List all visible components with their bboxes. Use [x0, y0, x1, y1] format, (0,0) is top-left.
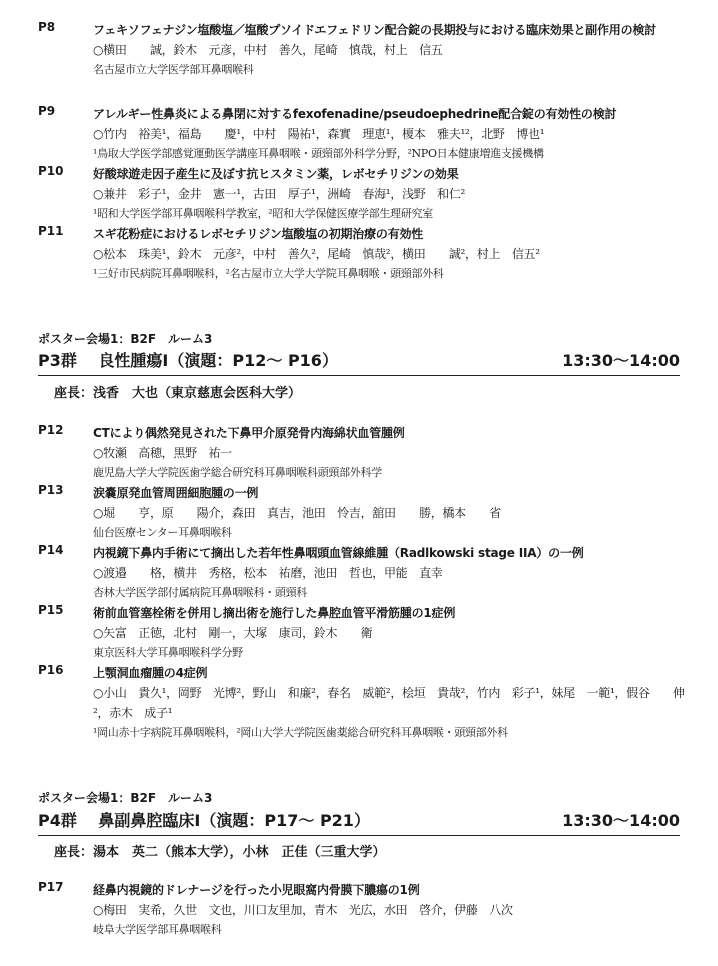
- poster-affiliation: 仙台医療センター耳鼻咽喉科: [93, 526, 232, 539]
- poster-id: P10: [38, 164, 64, 178]
- section-venue: ポスター会場1：B2F ルーム3: [38, 791, 213, 805]
- poster-id: P9: [38, 104, 56, 118]
- poster-entry-p14: [38, 543, 698, 603]
- poster-authors: ○兼井 彩子¹，金井 憲一¹，古田 厚子¹，洲崎 春海¹，浅野 和仁²: [93, 187, 466, 201]
- poster-affiliation: ¹鳥取大学医学部感覚運動医学講座耳鼻咽喉・頭頸部外科学分野，²NPO日本健康増進支援機構: [93, 147, 544, 160]
- poster-authors: ○竹内 裕美¹，福島 慶¹，中村 陽祐¹，森實 理恵¹，榎本 雅夫¹²，北野 博也¹: [93, 127, 545, 141]
- section-venue: ポスター会場1：B2F ルーム3: [38, 332, 213, 346]
- poster-entry-p11: [38, 224, 698, 284]
- poster-title: アレルギー性鼻炎による鼻閉に対するfexofenadine/pseudoephedrine配合錠の有効性の検討: [93, 107, 617, 121]
- poster-id: P11: [38, 224, 64, 238]
- poster-authors: ○梅田 実希，久世 文也，川口友里加，青木 光広，水田 啓介，伊藤 八次: [93, 903, 513, 917]
- poster-affiliation: 鹿児島大学大学院医歯学総合研究科耳鼻咽喉科頭頸部外科学: [93, 466, 382, 479]
- poster-id: P13: [38, 483, 64, 497]
- section-time: 13:30〜14:00: [562, 351, 680, 370]
- poster-id: P8: [38, 20, 56, 34]
- section-time: 13:30〜14:00: [562, 811, 680, 830]
- poster-title: CTにより偶然発見された下鼻甲介原発骨内海綿状血管腫例: [93, 426, 405, 440]
- poster-authors: ○牧瀬 高穂，黒野 祐一: [93, 446, 232, 460]
- poster-authors: ○渡邉 格，横井 秀格，松本 祐磨，池田 哲也，甲能 直幸: [93, 566, 443, 580]
- poster-authors: ○横田 誠，鈴木 元彦，中村 善久，尾崎 慎哉，村上 信五: [93, 43, 443, 57]
- poster-id: P14: [38, 543, 64, 557]
- poster-entry-p9: [38, 104, 698, 164]
- poster-entry-p13: [38, 483, 698, 543]
- poster-title: 上顎洞血瘤腫の4症例: [93, 666, 208, 680]
- poster-affiliation: ¹三好市民病院耳鼻咽喉科，²名古屋市立大学大学院耳鼻咽喉・頭頸部外科: [93, 267, 444, 280]
- poster-title: 好酸球遊走因子産生に及ぼす抗ヒスタミン薬，レボセチリジンの効果: [93, 167, 459, 181]
- poster-title: 涙嚢原発血管周囲細胞腫の一例: [93, 486, 259, 500]
- poster-id: P12: [38, 423, 64, 437]
- poster-title: スギ花粉症におけるレボセチリジン塩酸塩の初期治療の有効性: [93, 227, 424, 241]
- poster-affiliation: 東京医科大学耳鼻咽喉科学分野: [93, 646, 243, 659]
- poster-affiliation: 杏林大学医学部付属病院耳鼻咽喉科・頭頸科: [93, 586, 307, 599]
- poster-entry-p12: [38, 423, 698, 483]
- poster-entry-p10: [38, 164, 698, 224]
- section-title: P3群 良性腫瘍Ⅰ（演題：P12〜 P16）: [38, 351, 338, 370]
- poster-authors: ○矢富 正徳，北村 剛一，大塚 康司，鈴木 衛: [93, 626, 373, 640]
- poster-id: P16: [38, 663, 64, 677]
- poster-entry-p15: [38, 603, 698, 663]
- poster-title: フェキソフェナジン塩酸塩／塩酸プソイドエフェドリン配合錠の長期投与における臨床効果と副作用の検討: [93, 23, 656, 37]
- poster-title: 内視鏡下鼻内手術にて摘出した若年性鼻咽頭血管線維腫（Radlkowski stage IIA）の一例: [93, 546, 584, 560]
- section-header: [38, 348, 680, 376]
- poster-affiliation: ¹昭和大学医学部耳鼻咽喉科学教室，²昭和大学保健医療学部生理研究室: [93, 207, 433, 220]
- poster-title: 術前血管塞栓術を併用し摘出術を施行した鼻腔血管平滑筋腫の1症例: [93, 606, 456, 620]
- poster-authors: ○小山 貴久¹，岡野 光博²，野山 和廉²，春名 威範²，桧垣 貴哉²，竹内 彩子¹，妹尾 一範¹，假谷 伸²，赤木 成子¹: [93, 686, 685, 720]
- section-header: [38, 808, 680, 836]
- poster-entry-p16: [38, 663, 698, 743]
- poster-title: 経鼻内視鏡的ドレナージを行った小児眼窩内骨膜下膿瘍の1例: [93, 883, 420, 897]
- section-chair: 座長：浅香 大也（東京慈恵会医科大学）: [54, 386, 302, 401]
- poster-affiliation: ¹岡山赤十字病院耳鼻咽喉科，²岡山大学大学院医歯薬総合研究科耳鼻咽喉・頭頸部外科: [93, 726, 508, 739]
- poster-entry-p17: [38, 880, 698, 940]
- section-title: P4群 鼻副鼻腔臨床Ⅰ（演題：P17〜 P21）: [38, 811, 370, 830]
- section-chair: 座長：湯本 英二（熊本大学），小林 正佳（三重大学）: [54, 845, 386, 860]
- poster-authors: ○堀 亨，原 陽介，森田 真吉，池田 怜吉，舘田 勝，橋本 省: [93, 506, 501, 520]
- poster-affiliation: 名古屋市立大学医学部耳鼻咽喉科: [93, 63, 254, 76]
- poster-id: P15: [38, 603, 64, 617]
- poster-affiliation: 岐阜大学医学部耳鼻咽喉科: [93, 923, 222, 936]
- poster-entry-p8: [38, 20, 698, 80]
- poster-id: P17: [38, 880, 64, 894]
- poster-authors: ○松本 珠美¹，鈴木 元彦²，中村 善久²，尾崎 慎哉²，横田 誠²，村上 信五²: [93, 247, 540, 261]
